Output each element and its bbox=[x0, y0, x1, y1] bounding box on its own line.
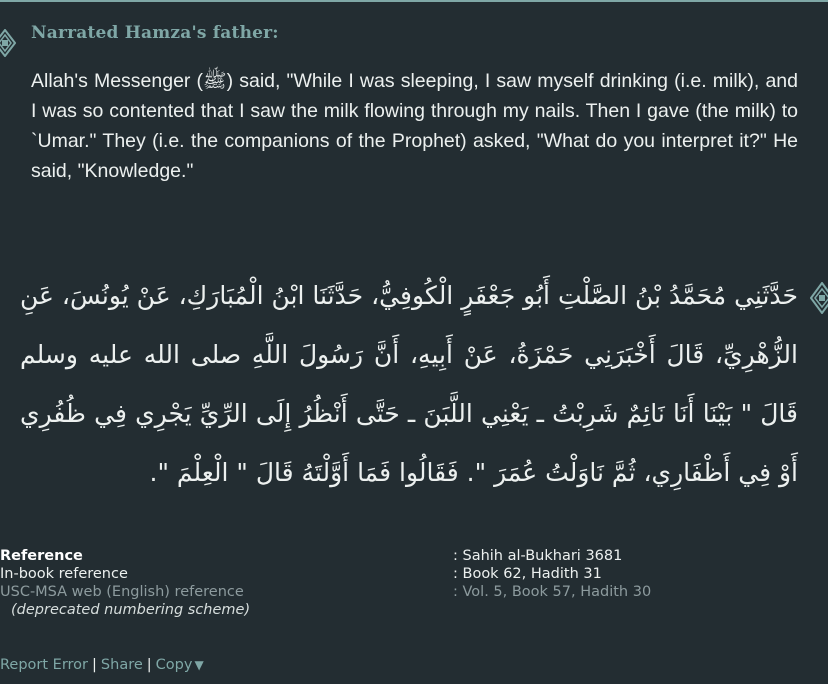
copy-dropdown[interactable] bbox=[156, 657, 204, 673]
caret-down-icon: ▼ bbox=[194, 658, 204, 672]
narrator-heading: Narrated Hamza's father: bbox=[31, 23, 279, 43]
in-book-reference-label: In-book reference bbox=[0, 566, 128, 582]
action-separator: | bbox=[92, 657, 97, 673]
copy-label: Copy bbox=[155, 657, 193, 673]
in-book-reference-row bbox=[0, 565, 828, 583]
diamond-ornament-icon bbox=[0, 29, 16, 61]
share-link[interactable]: Share bbox=[100, 657, 143, 673]
narrator-row bbox=[0, 20, 828, 48]
reference-table bbox=[0, 547, 828, 619]
usc-msa-reference-label: USC-MSA web (English) reference bbox=[0, 584, 244, 600]
in-book-reference-value: : Book 62, Hadith 31 bbox=[453, 566, 602, 582]
reference-row bbox=[0, 547, 828, 565]
english-hadith-text: Allah's Messenger (ﷺ) said, "While I was sleeping, I saw myself drinking (i.e. milk), and I was so contented that I saw the milk flowing through my nails. Then I gave (the milk) to `Umar." They (i.e. the companions of the Prophet) asked, "What do you interpret it?" He said, "Knowledge." bbox=[31, 70, 798, 182]
deprecated-numbering-note: (deprecated numbering scheme) bbox=[11, 602, 251, 618]
deprecated-note-row bbox=[0, 601, 828, 619]
action-separator: | bbox=[146, 657, 152, 673]
reference-label: Reference bbox=[0, 548, 83, 564]
usc-msa-reference-row bbox=[0, 583, 828, 601]
reference-value: : Sahih al-Bukhari 3681 bbox=[453, 548, 623, 564]
diamond-ornament-icon bbox=[810, 282, 828, 318]
hadith-actions bbox=[0, 657, 204, 673]
arabic-hadith-text: حَدَّثَنِي مُحَمَّدُ بْنُ الصَّلْتِ أَبُو جَعْفَرٍ الْكُوفِيُّ، حَدَّثَنَا ابْنُ الْمُبَارَكِ، عَنْ يُونُسَ، عَنِ الزُّهْرِيِّ، قَالَ أَخْبَرَنِي حَمْزَةُ، عَنْ أَبِيهِ، أَنَّ رَسُولَ اللَّهِ صلى الله عليه وسلم قَالَ " بَيْنَا أَنَا نَائِمٌ شَرِبْتُ ـ يَعْنِي اللَّبَنَ ـ حَتَّى أَنْظُرُ إِلَى الرِّيِّ يَجْرِي فِي ظُفُرِي أَوْ فِي أَظْفَارِي، ثُمَّ نَاوَلْتُ عُمَرَ ". فَقَالُوا فَمَا أَوَّلْتَهُ قَالَ " الْعِلْمَ ". bbox=[20, 281, 798, 487]
report-error-link[interactable]: Report Error bbox=[0, 657, 89, 673]
usc-msa-reference-value: : Vol. 5, Book 57, Hadith 30 bbox=[453, 584, 652, 600]
